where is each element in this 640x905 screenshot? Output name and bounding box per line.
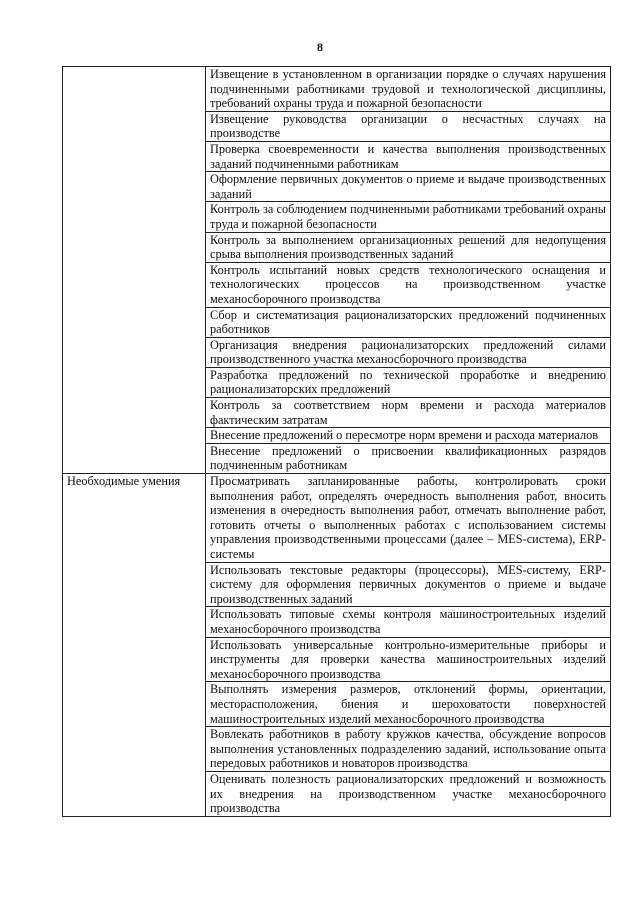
table-cell-item: Контроль за соответствием норм времени и расхода материалов фактическим затратам [206,398,611,428]
table-row [63,67,611,112]
table-cell-item: Оформление первичных документов о приеме и выдаче производственных заданий [206,172,611,202]
section-label [63,67,206,474]
table-cell-item: Извещение руководства организации о несчастных случаях на производстве [206,111,611,141]
section-label: Необходимые умения [63,474,206,817]
table-cell-item: Сбор и систематизация рационализаторских предложений подчиненных работников [206,307,611,337]
table-cell-item: Оценивать полезность рационализаторских предложений и возможность их внедрения на производственном участке механосборочного производства [206,771,611,816]
table-cell-item: Использовать типовые схемы контроля машиностроительных изделий механосборочного производства [206,607,611,637]
table-cell-item: Проверка своевременности и качества выполнения производственных заданий подчиненными работникам [206,141,611,171]
skills-table [62,66,611,817]
skills-table-body [63,67,611,817]
table-cell-item: Просматривать запланированные работы, контролировать сроки выполнения работ, определять очередность выполнения работ, вносить изменения в очередность выполнения работ, отмечать выполнение работ, готовить отчеты о выполненных работах с использованием системы управления производственными процессами (далее – MES-система), ERP-системы [206,474,611,563]
table-cell-item: Организация внедрения рационализаторских предложений силами производственного участка механосборочного производства [206,337,611,367]
table-cell-item: Извещение в установленном в организации порядке о случаях нарушения подчиненными работниками трудовой и технологической дисциплины, требований охраны труда и пожарной безопасности [206,67,611,112]
table-cell-item: Внесение предложений о присвоении квалификационных разрядов подчиненным работникам [206,443,611,473]
table-cell-item: Использовать универсальные контрольно-измерительные приборы и инструменты для проверки качества машиностроительных изделий механосборочного производства [206,637,611,682]
table-cell-item: Внесение предложений о пересмотре норм времени и расхода материалов [206,428,611,444]
table-cell-item: Контроль испытаний новых средств технологического оснащения и технологических процессов на производственном участке механосборочного производства [206,262,611,307]
table-cell-item: Использовать текстовые редакторы (процессоры), MES-систему, ERP-систему для оформления первичных документов о приеме и выдаче производственных заданий [206,562,611,607]
page-number: 8 [317,40,323,54]
table-cell-item: Выполнять измерения размеров, отклонений формы, ориентации, месторасположения, биения и шероховатости поверхностей машиностроительных изделий механосборочного производства [206,682,611,727]
table-cell-item: Вовлекать работников в работу кружков качества, обсуждение вопросов выполнения установленных подразделению заданий, использование опыта передовых работников и новаторов производства [206,727,611,772]
table-cell-item: Контроль за соблюдением подчиненными работниками требований охраны труда и пожарной безопасности [206,202,611,232]
table-cell-item: Разработка предложений по технической проработке и внедрению рационализаторских предложений [206,367,611,397]
table-row [63,474,611,563]
table-cell-item: Контроль за выполнением организационных решений для недопущения срыва выполнения производственных заданий [206,232,611,262]
